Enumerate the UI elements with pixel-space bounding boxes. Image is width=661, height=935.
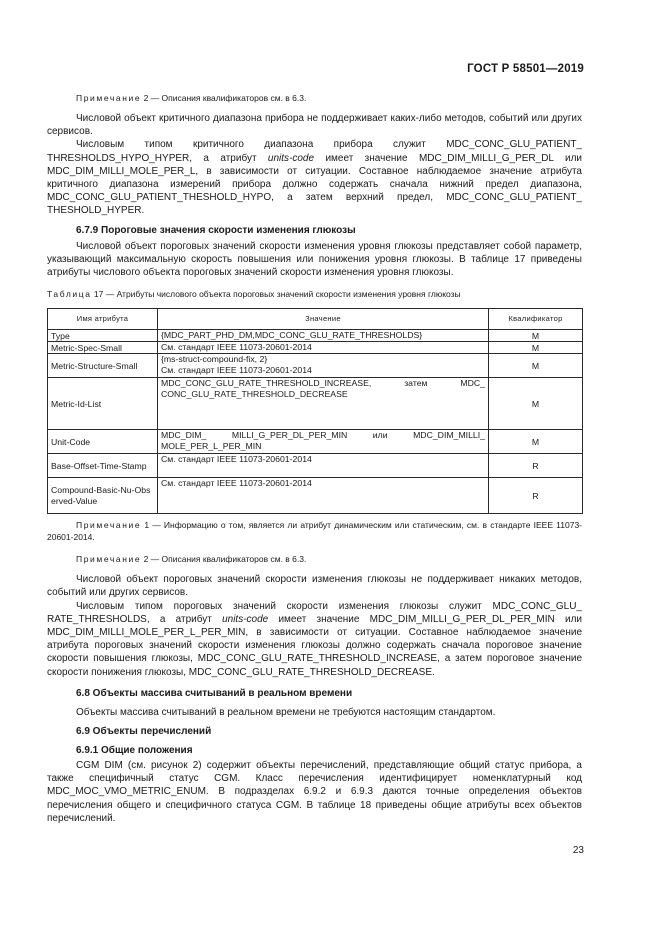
table-caption-label: Таблица <box>47 289 92 300</box>
units-code-term: units-code <box>222 613 269 625</box>
page-number: 23 <box>572 845 584 856</box>
table-row <box>48 430 583 454</box>
attribute-name: Unit-Code <box>48 430 158 454</box>
note-1-dynamic-static <box>47 519 582 543</box>
table-row <box>48 342 583 354</box>
note-text: 2 — Описания квалификаторов см. в 6.3. <box>141 93 307 103</box>
attribute-qualifier: M <box>489 354 583 378</box>
note-qualifiers-top <box>47 92 582 104</box>
page-content <box>47 92 582 825</box>
paragraph-critical-range-type: Числовым типом критичного диапазона прибора служит MDC_CONC_GLU_PATIENT_ THRESHOLDS_HYPO_HYPER, а атрибут units-code имеет значение MDC_DIM_MILLI_G_PER_DL или MDC_DIM_MILLI_MOLE_PER_L, в зависимости от ситуации. Составное наблюдаемое значение атрибута критичного диапазона измерений прибора должно содержать сначала нижний предел диапазона, MDC_CONC_GLU_PATIENT_THESHOLD_HYPO, а затем верхний предел, MDC_CONC_GLU_PATIENT_ THESHOLD_HYPER. <box>47 139 583 217</box>
paragraph-rate-thresholds-type: Числовым типом пороговых значений скорости изменения глюкозы служит MDC_CONC_GLU_ RATE_THRESHOLDS, а атрибут units-code имеет значение MDC_DIM_MILLI_G_PER_DL_PER_MIN или MDC_DIM_MILLI_MOLE_PER_L_PER_MIN, в зависимости от ситуации. Составное наблюдаемое значение атрибута пороговых значений скорости изменения глюкозы должно содержать сначала пороговое значение скорости повышения глюкозы, MDC_CONC_GLU_RATE_THRESHOLD_INCREASE, а затем пороговое значение скорости понижения глюкозы, MDC_CONC_GLU_RATE_THRESHOLD_DECREASE. <box>47 600 582 678</box>
paragraph-critical-range-methods: Числовой объект критичного диапазона прибора не поддерживает каких-либо методов, событий или других сервисов. <box>47 113 582 138</box>
paragraph-rate-thresholds-methods: Числовой объект пороговых значений скорости изменения глюкозы не поддерживает никаких методов, событий или других сервисов. <box>47 574 582 599</box>
attribute-name: Base-Offset-Time-Stamp <box>48 454 158 478</box>
attribute-value <box>158 378 489 430</box>
table-caption-text: 17 — Атрибуты числового объекта пороговых значений скорости изменения уровня глюкозы <box>91 289 461 300</box>
document-header: ГОСТ Р 58501—2019 <box>467 63 584 75</box>
column-header: Значение <box>158 309 489 330</box>
paragraph-enumerations-general: CGM DIM (см. рисунок 2) содержит объекты перечислений, представляющие общий статус прибора, а также специфичный статус CGM. Класс перечисления идентифицирует номенклатурный код MDC_MOC_VMO_METRIC_ENUM. В подразделах 6.9.2 и 6.9.3 даются точные определения объектов перечисления общего и специфичного статуса CGM. В таблице 18 приведены общие атрибуты всех объектов перечислений. <box>47 760 582 824</box>
units-code-term: units-code <box>267 152 315 164</box>
note-label: Примечание <box>76 554 142 565</box>
attribute-qualifier: R <box>489 478 583 514</box>
section-heading-6-8: 6.8 Объекты массива считываний в реальном времени <box>76 687 353 699</box>
paragraph-rate-thresholds-intro: Числовой объект пороговых значений скорости изменения уровня глюкозы представляет собой параметр, указывающий максимальную скорость повышения или понижения уровня глюкозы. В таблице 17 приведены атрибуты числового объекта пороговых значений скорости изменения уровня глюкозы. <box>47 240 582 279</box>
table-row <box>48 330 583 342</box>
attribute-name: Metric-Id-List <box>48 378 158 430</box>
attribute-value: См. стандарт IEEE 11073-20601-2014 <box>158 478 489 514</box>
attribute-qualifier: R <box>489 454 583 478</box>
attribute-value: {MDC_PART_PHD_DM,MDC_CONC_GLU_RATE_THRESHOLDS} <box>158 330 489 342</box>
attribute-name: Metric-Structure-Small <box>48 354 158 378</box>
paragraph-realtime-arrays: Объекты массива считываний в реальном времени не требуются настоящим стандартом. <box>76 706 496 718</box>
column-header: Имя атрибута <box>48 309 158 330</box>
table-row <box>48 354 583 378</box>
note-text: 2 — Описания квалификаторов см. в 6.3. <box>141 554 307 565</box>
attribute-name: Type <box>48 330 158 342</box>
attribute-qualifier: M <box>489 330 583 342</box>
table-header-row <box>48 309 583 330</box>
attribute-value <box>158 430 489 454</box>
attribute-value-text: MDC_DIM_ MILLI_G_PER_DL_PER_MIN или MDC_DIM_MILLI_ MOLE_PER_L_PER_MIN <box>161 430 485 451</box>
note-text: 1 — Информацию о том, является ли атрибут динамическим или статическим, см. в стандарте IEEE 11073-20601-2014. <box>47 520 582 543</box>
note-label: Примечание <box>76 520 142 531</box>
section-heading-6-7-9: 6.7.9 Пороговые значения скорости изменения глюкозы <box>76 224 356 236</box>
attribute-name: Metric-Spec-Small <box>48 342 158 354</box>
attribute-value: См. стандарт IEEE 11073-20601-2014 <box>158 342 489 354</box>
attribute-value: См. стандарт IEEE 11073-20601-2014 <box>158 454 489 478</box>
table-row <box>48 454 583 478</box>
attribute-qualifier: M <box>489 430 583 454</box>
attribute-value: {ms-struct-compound-fix, 2} См. стандарт IEEE 11073-20601-2014 <box>158 354 489 378</box>
table-row <box>48 378 583 430</box>
table-row <box>48 478 583 514</box>
attribute-value-text: MDC_CONC_GLU_RATE_THRESHOLD_INCREASE, затем MDC_ CONC_GLU_RATE_THRESHOLD_DECREASE <box>161 378 485 399</box>
section-heading-6-9-1: 6.9.1 Общие положения <box>76 745 193 757</box>
column-header: Квалификатор <box>489 309 583 330</box>
table-caption <box>47 289 582 300</box>
attributes-table <box>47 308 583 514</box>
note-2-qualifiers <box>47 553 582 565</box>
attribute-qualifier: M <box>489 342 583 354</box>
note-label: Примечание <box>76 93 142 103</box>
attribute-name: Compound-Basic-Nu-Observed-Value <box>48 478 158 514</box>
attribute-qualifier: M <box>489 378 583 430</box>
section-heading-6-9: 6.9 Объекты перечислений <box>76 726 212 738</box>
